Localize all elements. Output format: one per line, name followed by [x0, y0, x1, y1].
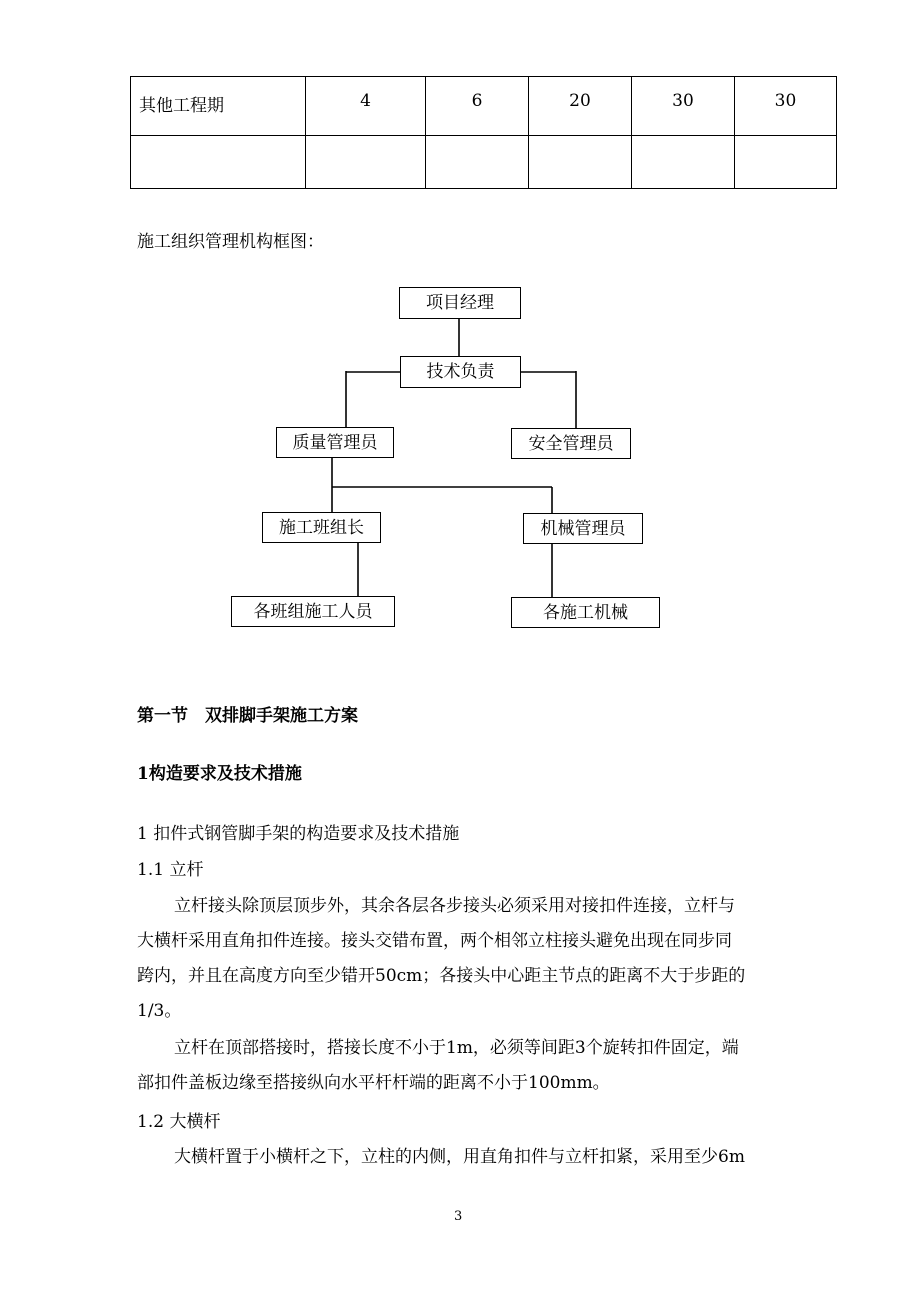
org-box-manager: 项目经理: [399, 287, 521, 319]
table-cell: 20: [529, 77, 632, 136]
org-box-machines: 各施工机械: [511, 597, 660, 628]
org-box-quality: 质量管理员: [276, 427, 394, 458]
org-box-workers: 各班组施工人员: [231, 596, 395, 627]
table-cell: 4: [306, 77, 426, 136]
heading-1-1: 1.1 立杆: [137, 860, 204, 880]
org-box-machinery-mgr: 机械管理员: [523, 513, 643, 544]
table-cell: 6: [426, 77, 529, 136]
org-box-team-leader: 施工班组长: [262, 512, 381, 543]
sub-heading: 1 扣件式钢管脚手架的构造要求及技术措施: [137, 824, 460, 844]
section-title: 第一节 双排脚手架施工方案: [137, 706, 358, 726]
org-box-safety: 安全管理员: [511, 428, 631, 459]
org-box-tech: 技术负责: [400, 356, 521, 388]
table-cell: 30: [632, 77, 735, 136]
org-chart-caption: 施工组织管理机构框图：: [137, 232, 324, 252]
paragraph-line: 立杆接头除顶层顶步外，其余各层各步接头必须采用对接扣件连接，立杆与: [174, 896, 735, 916]
heading-1-2: 1.2 大横杆: [137, 1112, 221, 1132]
heading-1: 1构造要求及技术措施: [137, 764, 302, 784]
paragraph-line: 部扣件盖板边缘至搭接纵向水平杆杆端的距离不小于100mm。: [137, 1073, 610, 1093]
table-cell: 30: [735, 77, 837, 136]
paragraph-line: 立杆在顶部搭接时，搭接长度不小于1m，必须等间距3个旋转扣件固定，端: [174, 1038, 739, 1058]
paragraph-line: 大横杆采用直角扣件连接。接头交错布置，两个相邻立柱接头避免出现在同步同: [137, 931, 732, 951]
table-cell: 其他工程期: [131, 77, 306, 136]
paragraph-line: 1/3。: [137, 1001, 182, 1021]
paragraph-line: 跨内，并且在高度方向至少错开50cm；各接头中心距主节点的距离不大于步距的: [137, 966, 746, 986]
page-number: 3: [454, 1209, 463, 1224]
paragraph-line: 大横杆置于小横杆之下，立柱的内侧，用直角扣件与立杆扣紧，采用至少6m: [174, 1147, 745, 1167]
